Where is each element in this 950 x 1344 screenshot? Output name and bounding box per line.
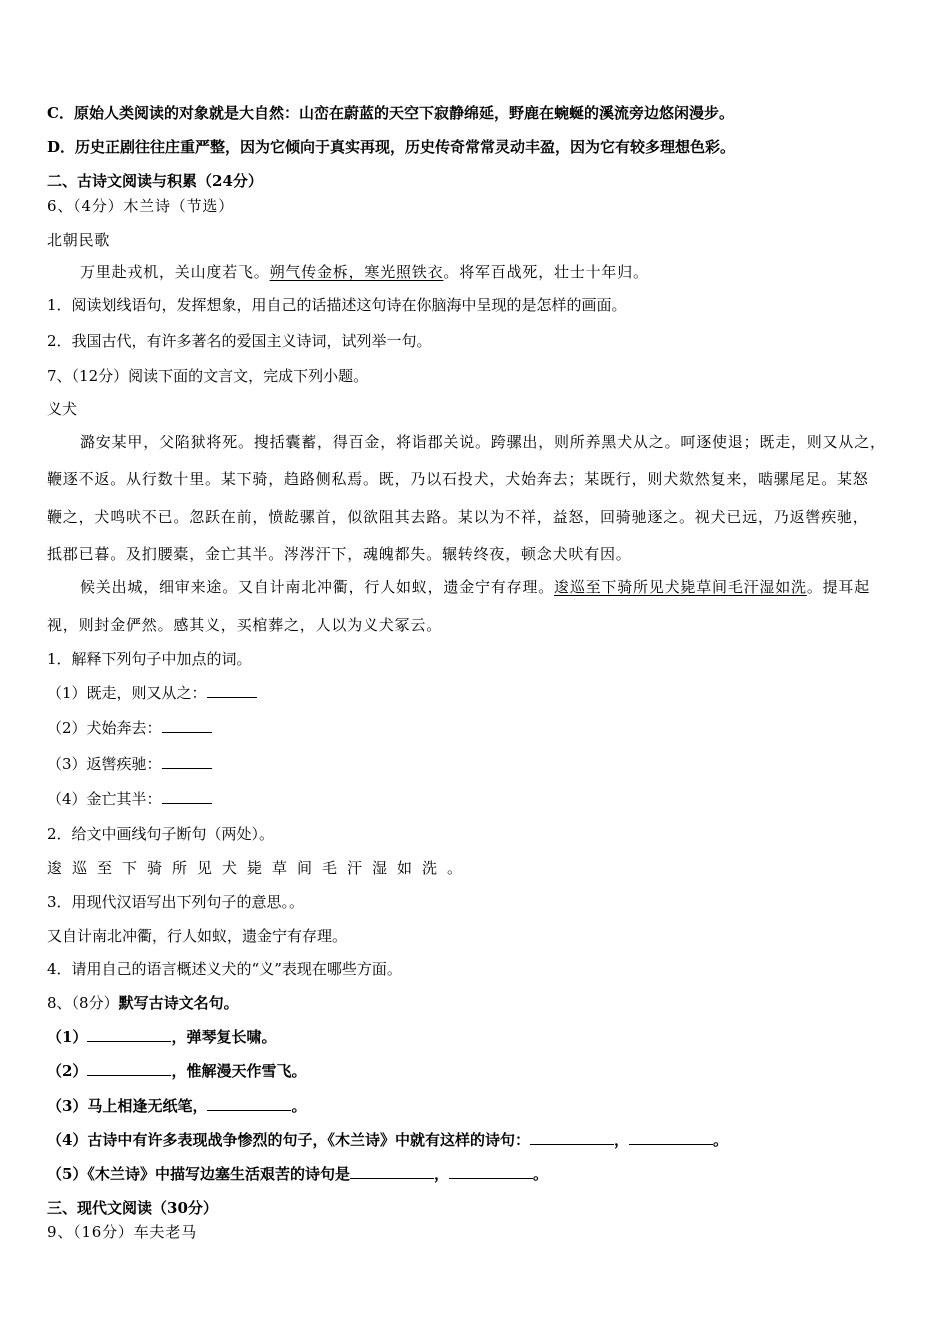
question-7-1-3: （3）返辔疾驰： bbox=[47, 754, 212, 774]
answer-blank[interactable] bbox=[87, 1027, 171, 1042]
answer-blank[interactable] bbox=[530, 1130, 614, 1145]
answer-blank[interactable] bbox=[207, 683, 257, 698]
question-6-2: 2．我国古代，有许多著名的爱国主义诗词，试列举一句。 bbox=[47, 332, 432, 350]
question-6-title: 6、（4分）木兰诗（节选） bbox=[47, 197, 234, 215]
question-9-title: 9、（16分）车夫老马 bbox=[47, 1223, 197, 1241]
sentence-to-punctuate: 逡巡至下骑所见犬毙草间毛汗湿如洗。 bbox=[47, 859, 473, 877]
section-heading-classical: 二、古诗文阅读与积累（24分） bbox=[47, 172, 263, 190]
question-8-1: （1） ，弹琴复长啸。 bbox=[47, 1028, 277, 1046]
answer-blank[interactable] bbox=[629, 1130, 713, 1145]
question-8-5: （5）《木兰诗》中描写边塞生活艰苦的诗句是 ， 。 bbox=[47, 1165, 548, 1183]
question-8-4: （4）古诗中有许多表现战争惨烈的句子，《木兰诗》中就有这样的诗句： ， 。 bbox=[47, 1131, 728, 1149]
question-7-2: 2．给文中画线句子断句（两处）。 bbox=[47, 825, 275, 843]
question-7-4: 4．请用自己的语言概述义犬的“义”表现在哪些方面。 bbox=[47, 960, 402, 978]
underlined-sentence: 逡巡至下骑所见犬毙草间毛汗湿如洗 bbox=[554, 578, 807, 596]
question-7-1-2: （2）犬始奔去： bbox=[47, 718, 212, 738]
answer-blank[interactable] bbox=[162, 789, 212, 804]
question-7-3: 3．用现代汉语写出下列句子的意思。。 bbox=[47, 893, 305, 911]
option-d: D．历史正剧往往庄重严整，因为它倾向于真实再现，历史传奇常常灵动丰盈，因为它有较多理想色彩。 bbox=[47, 138, 736, 156]
question-7-1: 1．解释下列句子中加点的词。 bbox=[47, 650, 252, 668]
passage-line: 抵郡已暮。及扪腰橐，金亡其半。涔涔汗下，魂魄都失。辗转终夜，顿念犬吠有因。 bbox=[47, 545, 632, 563]
poem-author: 北朝民歌 bbox=[47, 231, 111, 249]
answer-blank[interactable] bbox=[350, 1164, 434, 1179]
poem-text: 万里赴戎机，关山度若飞。朔气传金柝，寒光照铁衣。将军百战死，壮士十年归。 bbox=[80, 263, 649, 281]
answer-blank[interactable] bbox=[162, 718, 212, 733]
passage-line: 候关出城，细审来途。又自计南北冲衢，行人如蚁，遗金宁有存理。逡巡至下骑所见犬毙草间毛汗湿如洗。提耳起 bbox=[80, 578, 871, 596]
text-title: 义犬 bbox=[47, 400, 78, 418]
question-8-title: 8、（8分）默写古诗文名句。 bbox=[47, 994, 239, 1012]
answer-blank[interactable] bbox=[162, 754, 212, 769]
question-7-title: 7、（12分）阅读下面的文言文，完成下列小题。 bbox=[47, 367, 369, 385]
sentence-to-translate: 又自计南北冲衢，行人如蚁，遗金宁有存理。 bbox=[47, 927, 348, 945]
answer-blank[interactable] bbox=[207, 1096, 291, 1111]
question-8-3: （3）马上相逢无纸笔， 。 bbox=[47, 1097, 307, 1115]
question-8-2: （2） ，惟解漫天作雪飞。 bbox=[47, 1062, 307, 1080]
passage-line: 潞安某甲，父陷狱将死。搜括囊蓄，得百金，将诣郡关说。跨骡出，则所养黑犬从之。呵逐使退；既走，则又从之， bbox=[80, 433, 886, 451]
answer-blank[interactable] bbox=[87, 1061, 171, 1076]
section-heading-modern: 三、现代文阅读（30分） bbox=[47, 1199, 218, 1217]
question-7-1-4: （4）金亡其半： bbox=[47, 789, 212, 809]
passage-line: 鞭之，犬鸣吠不已。忽跃在前，愤龁骡首，似欲阻其去路。某以为不祥，益怒，回骑驰逐之。视犬已远，乃返辔疾驰， bbox=[47, 508, 869, 526]
passage-line: 视，则封金俨然。感其义，买棺葬之，人以为义犬冢云。 bbox=[47, 616, 443, 634]
question-7-1-1: （1）既走，则又从之： bbox=[47, 683, 257, 703]
passage-line: 鞭逐不返。从行数十里。某下骑，趋路侧私焉。既，乃以石投犬，犬始奔去；某既行，则犬欻然复来，啮骡尾足。某怒 bbox=[47, 470, 869, 488]
question-6-1: 1．阅读划线语句，发挥想象，用自己的话描述这句诗在你脑海中呈现的是怎样的画面。 bbox=[47, 296, 627, 314]
option-c: C．原始人类阅读的对象就是大自然：山峦在蔚蓝的天空下寂静绵延，野鹿在蜿蜒的溪流旁边悠闲漫步。 bbox=[47, 104, 734, 122]
answer-blank[interactable] bbox=[449, 1164, 533, 1179]
underlined-poem-line: 朔气传金柝，寒光照铁衣 bbox=[269, 263, 444, 281]
